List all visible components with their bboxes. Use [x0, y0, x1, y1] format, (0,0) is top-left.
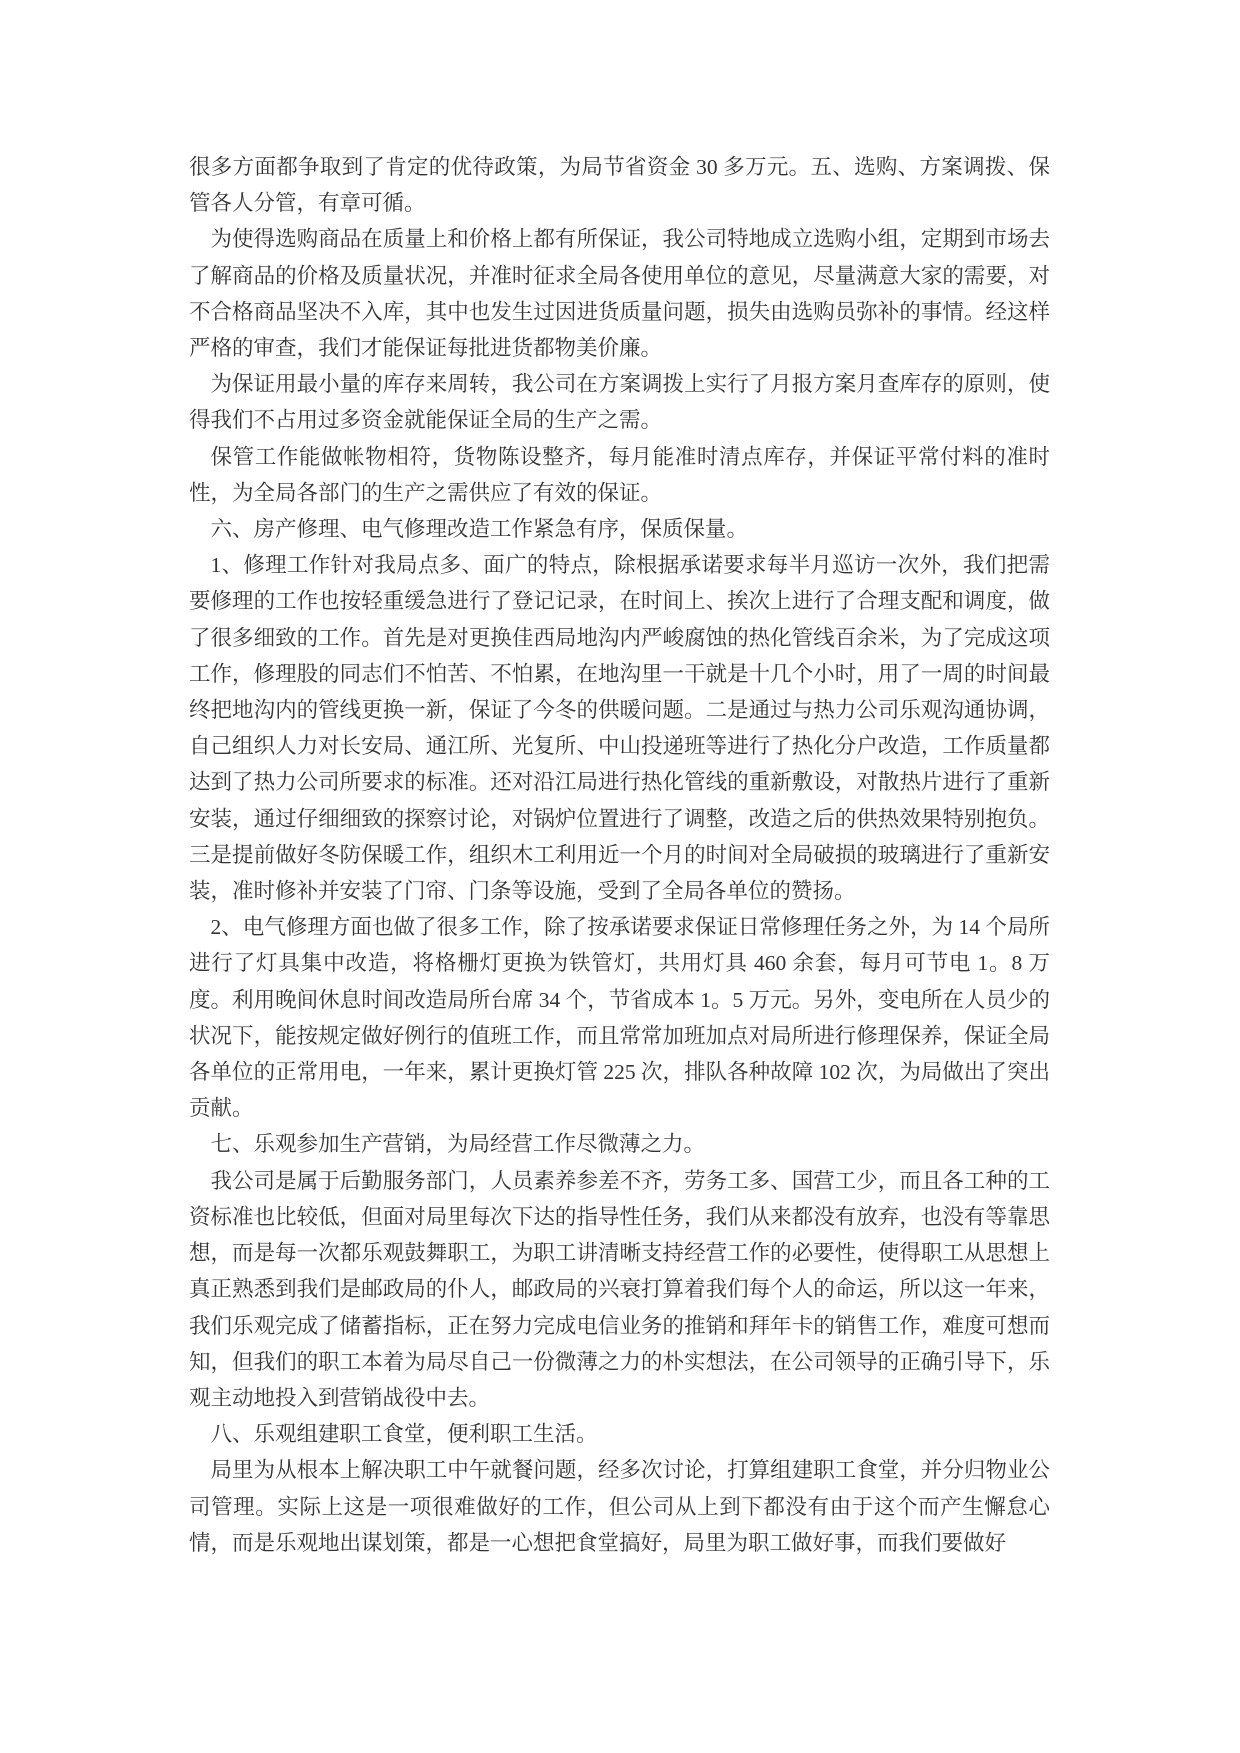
paragraph: 保管工作能做帐物相符，货物陈设整齐，每月能准时清点库存，并保证平常付料的准时性，为全局各部门的生产之需供应了有效的保证。 [189, 444, 1050, 505]
paragraph: 1、修理工作针对我局点多、面广的特点，除根据承诺要求每半月巡访一次外，我们把需要修理的工作也按轻重缓急进行了登记记录，在时间上、挨次上进行了合理支配和调度，做了很多细致的工作。首先是对更换佳西局地沟内严峻腐蚀的热化管线百余米，为了完成这项工作，修理股的同志们不怕苦、不怕累，在地沟里一干就是十几个小时，用了一周的时间最终把地沟内的管线更换一新，保证了今冬的供暖问题。二是通过与热力公司乐观沟通协调，自己组织人力对长安局、通江所、光复所、中山投递班等进行了热化分户改造，工作质量都达到了热力公司所要求的标准。还对沿江局进行热化管线的重新敷设，对散热片进行了重新安装，通过仔细细致的探察讨论，对锅炉位置进行了调整，改造之后的供热效果特别抱负。三是提前做好冬防保暖工作，组织木工利用近一个月的时间对全局破损的玻璃进行了重新安装，准时修补并安装了门帘、门条等设施，受到了全局各单位的赞扬。 [189, 553, 1050, 904]
paragraph: 很多方面都争取到了肯定的优待政策，为局节省资金 30 多万元。五、选购、方案调拨、保管各人分管，有章可循。 [189, 155, 1050, 216]
paragraph: 为使得选购商品在质量上和价格上都有所保证，我公司特地成立选购小组，定期到市场去了解商品的价格及质量状况，并准时征求全局各使用单位的意见，尽量满意大家的需要，对不合格商品坚决不入库，其中也发生过因进货质量问题，损失由选购员弥补的事情。经这样严格的审查，我们才能保证每批进货都物美价廉。 [189, 227, 1050, 361]
paragraph: 六、房产修理、电气修理改造工作紧急有序，保质保量。 [210, 517, 749, 542]
paragraph: 我公司是属于后勤服务部门，人员素养参差不齐，劳务工多、国营工少，而且各工种的工资标准也比较低，但面对局里每次下达的指导性任务，我们从来都没有放弃，也没有等靠思想，而是每一次都乐观鼓舞职工，为职工讲清晰支持经营工作的必要性，使得职工从思想上真正熟悉到我们是邮政局的仆人，邮政局的兴衰打算着我们每个人的命运，所以这一年来，我们乐观完成了储蓄指标，正在努力完成电信业务的推销和拜年卡的销售工作，难度可想而知，但我们的职工本着为局尽自己一份微薄之力的朴实想法，在公司领导的正确引导下，乐观主动地投入到营销战役中去。 [189, 1168, 1050, 1410]
paragraph: 七、乐观参加生产营销，为局经营工作尽微薄之力。 [210, 1132, 706, 1157]
paragraph: 2、电气修理方面也做了很多工作，除了按承诺要求保证日常修理任务之外，为 14 个局所进行了灯具集中改造，将格栅灯更换为铁管灯，共用灯具 460 余套，每月可节电 1。8 万度。利用晚间休息时间改造局所台席 34 个，节省成本 1。5 万元。另外，变电所在人员少的状况下，能按规定做好例行的值班工作，而且常常加班加点对局所进行修理保养，保证全局各单位的正常用电，一年来，累计更换灯管 225 次，排队各种故障 102 次，为局做出了突出贡献。 [189, 915, 1050, 1121]
paragraph: 为保证用最小量的库存来周转，我公司在方案调拨上实行了月报方案月查库存的原则，使得我们不占用过多资金就能保证全局的生产之需。 [189, 372, 1050, 433]
document-body [189, 149, 1050, 1561]
paragraph: 八、乐观组建职工食堂，便利职工生活。 [210, 1422, 598, 1447]
paragraph: 局里为从根本上解决职工中午就餐问题，经多次讨论，打算组建职工食堂，并分归物业公司管理。实际上这是一项很难做好的工作，但公司从上到下都没有由于这个而产生懈怠心情，而是乐观地出谋划策，都是一心想把食堂搞好，局里为职工做好事，而我们要做好 [189, 1458, 1050, 1555]
